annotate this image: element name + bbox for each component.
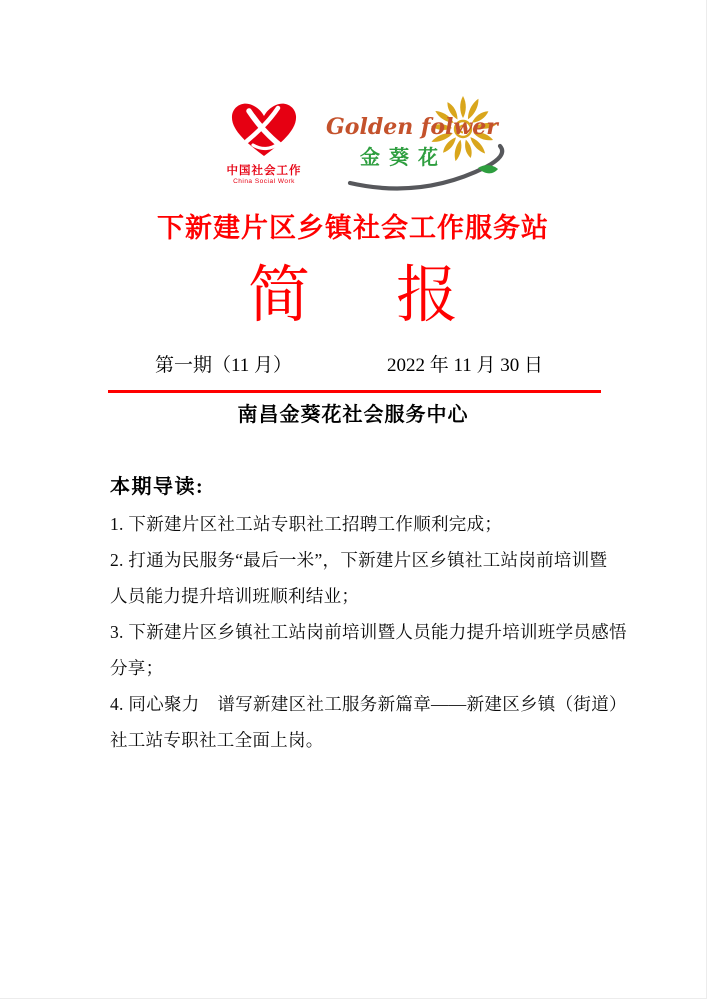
golden-flower-chinese-label: 金葵花 [360,147,447,169]
golden-flower-english-label: Golden folwer [326,114,498,140]
digest-item-4-line-2: 社工站专职社工全面上岗。 [110,730,324,750]
golden-flower-logo [322,92,527,192]
csw-logo-caption: 中国社会工作 [226,165,302,177]
issue-date: 2022 年 11 月 30 日 [386,355,543,376]
station-title: 下新建片区乡镇社会工作服务站 [157,213,549,243]
digest-item-3-line-2: 分享； [110,658,164,678]
digest-heading: 本期导读: [110,476,205,498]
issue-bar [110,352,601,380]
bulletin-title-char-2: 报 [396,262,459,330]
digest-list [110,506,627,758]
digest-item-2-line-1: 2. 打通为民服务“最后一米”，下新建片区乡镇社工站岗前培训暨 [110,550,608,570]
digest-item-1-line-1: 1. 下新建片区社工站专职社工招聘工作顺利完成； [110,514,503,534]
csw-logo-subcaption: China Social Work [233,178,295,185]
bulletin-title [0,250,706,342]
bulletin-title-char-1: 简 [247,262,310,330]
red-divider-rule [108,390,601,393]
heart-icon [223,98,305,160]
digest-item-4-line-1: 4. 同心聚力 谱写新建区社工服务新篇章——新建区乡镇（街道） [110,694,627,714]
organization-name: 南昌金葵花社会服务中心 [237,404,469,426]
digest-item-2-line-2: 人员能力提升培训班顺利结业； [110,586,360,606]
china-social-work-logo [222,98,306,185]
issue-number: 第一期（11 月） [155,355,293,376]
digest-item-3-line-1: 3. 下新建片区乡镇社工站岗前培训暨人员能力提升培训班学员感悟 [110,622,627,642]
